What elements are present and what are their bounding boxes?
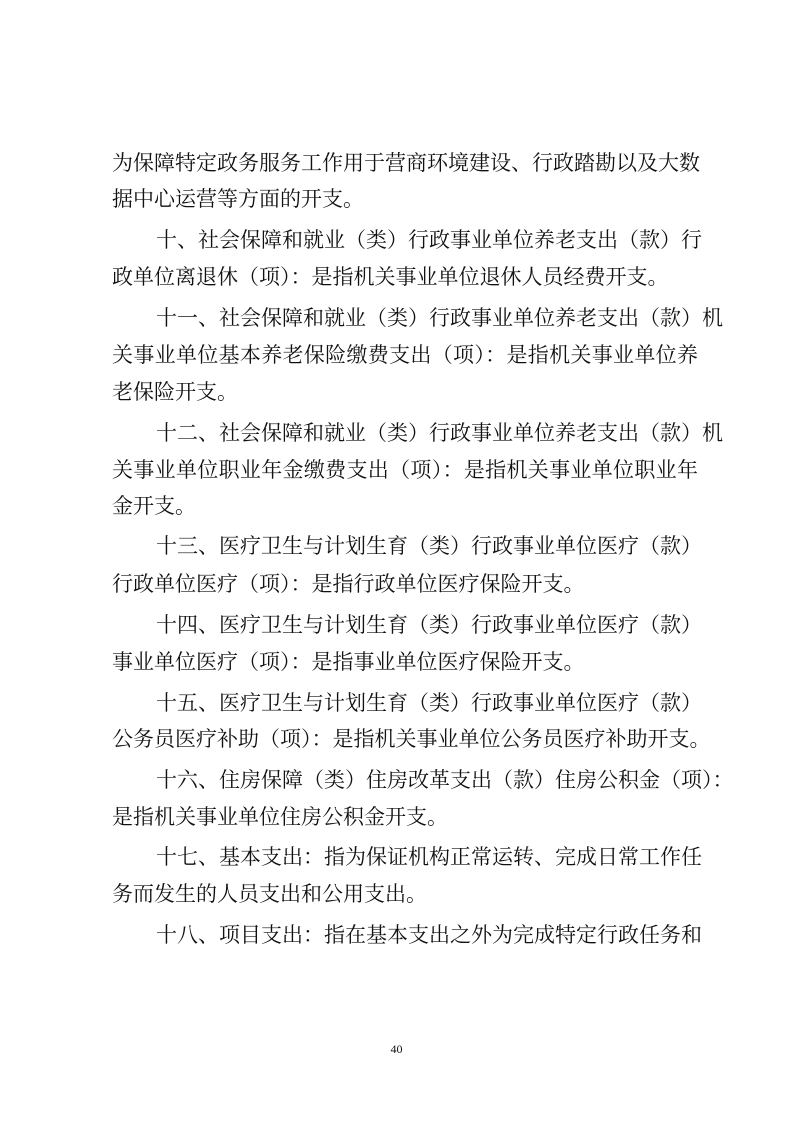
text-line: 十三、医疗卫生与计划生育（类）行政事业单位医疗（款） xyxy=(156,534,702,558)
text-line: 十四、医疗卫生与计划生育（类）行政事业单位医疗（款） xyxy=(156,613,702,637)
text-line: 政单位离退休（项）：是指机关事业单位退休人员经费开支。 xyxy=(112,265,669,289)
text-line: 据中心运营等方面的开支。 xyxy=(112,187,364,211)
text-line: 十七、基本支出：指为保证机构正常运转、完成日常工作任 xyxy=(156,845,702,869)
text-line: 关事业单位基本养老保险缴费支出（项）：是指机关事业单位养 xyxy=(112,343,698,367)
text-line: 关事业单位职业年金缴费支出（项）：是指机关事业单位职业年 xyxy=(112,458,698,482)
text-line: 为保障特定政务服务工作用于营商环境建设、行政踏勘以及大数 xyxy=(112,151,700,175)
page-number: 40 xyxy=(390,1042,403,1056)
text-line: 十二、社会保障和就业（类）行政事业单位养老支出（款）机 xyxy=(156,421,723,445)
text-line: 是指机关事业单位住房公积金开支。 xyxy=(112,805,448,829)
text-line: 事业单位医疗（项）：是指事业单位医疗保险开支。 xyxy=(112,650,585,674)
text-line: 公务员医疗补助（项）：是指机关事业单位公务员医疗补助开支。 xyxy=(112,727,711,751)
text-line: 十六、住房保障（类）住房改革支出（款）住房公积金（项）： xyxy=(156,768,734,792)
text-line: 金开支。 xyxy=(112,494,196,518)
text-line: 十五、医疗卫生与计划生育（类）行政事业单位医疗（款） xyxy=(156,691,702,715)
text-line: 老保险开支。 xyxy=(112,380,238,404)
text-line: 行政单位医疗（项）：是指行政单位医疗保险开支。 xyxy=(112,572,585,596)
text-line: 务而发生的人员支出和公用支出。 xyxy=(112,882,427,906)
text-line: 十八、项目支出：指在基本支出之外为完成特定行政任务和 xyxy=(156,923,702,947)
text-line: 十一、社会保障和就业（类）行政事业单位养老支出（款）机 xyxy=(156,306,723,330)
text-line: 十、社会保障和就业（类）行政事业单位养老支出（款）行 xyxy=(156,228,702,252)
